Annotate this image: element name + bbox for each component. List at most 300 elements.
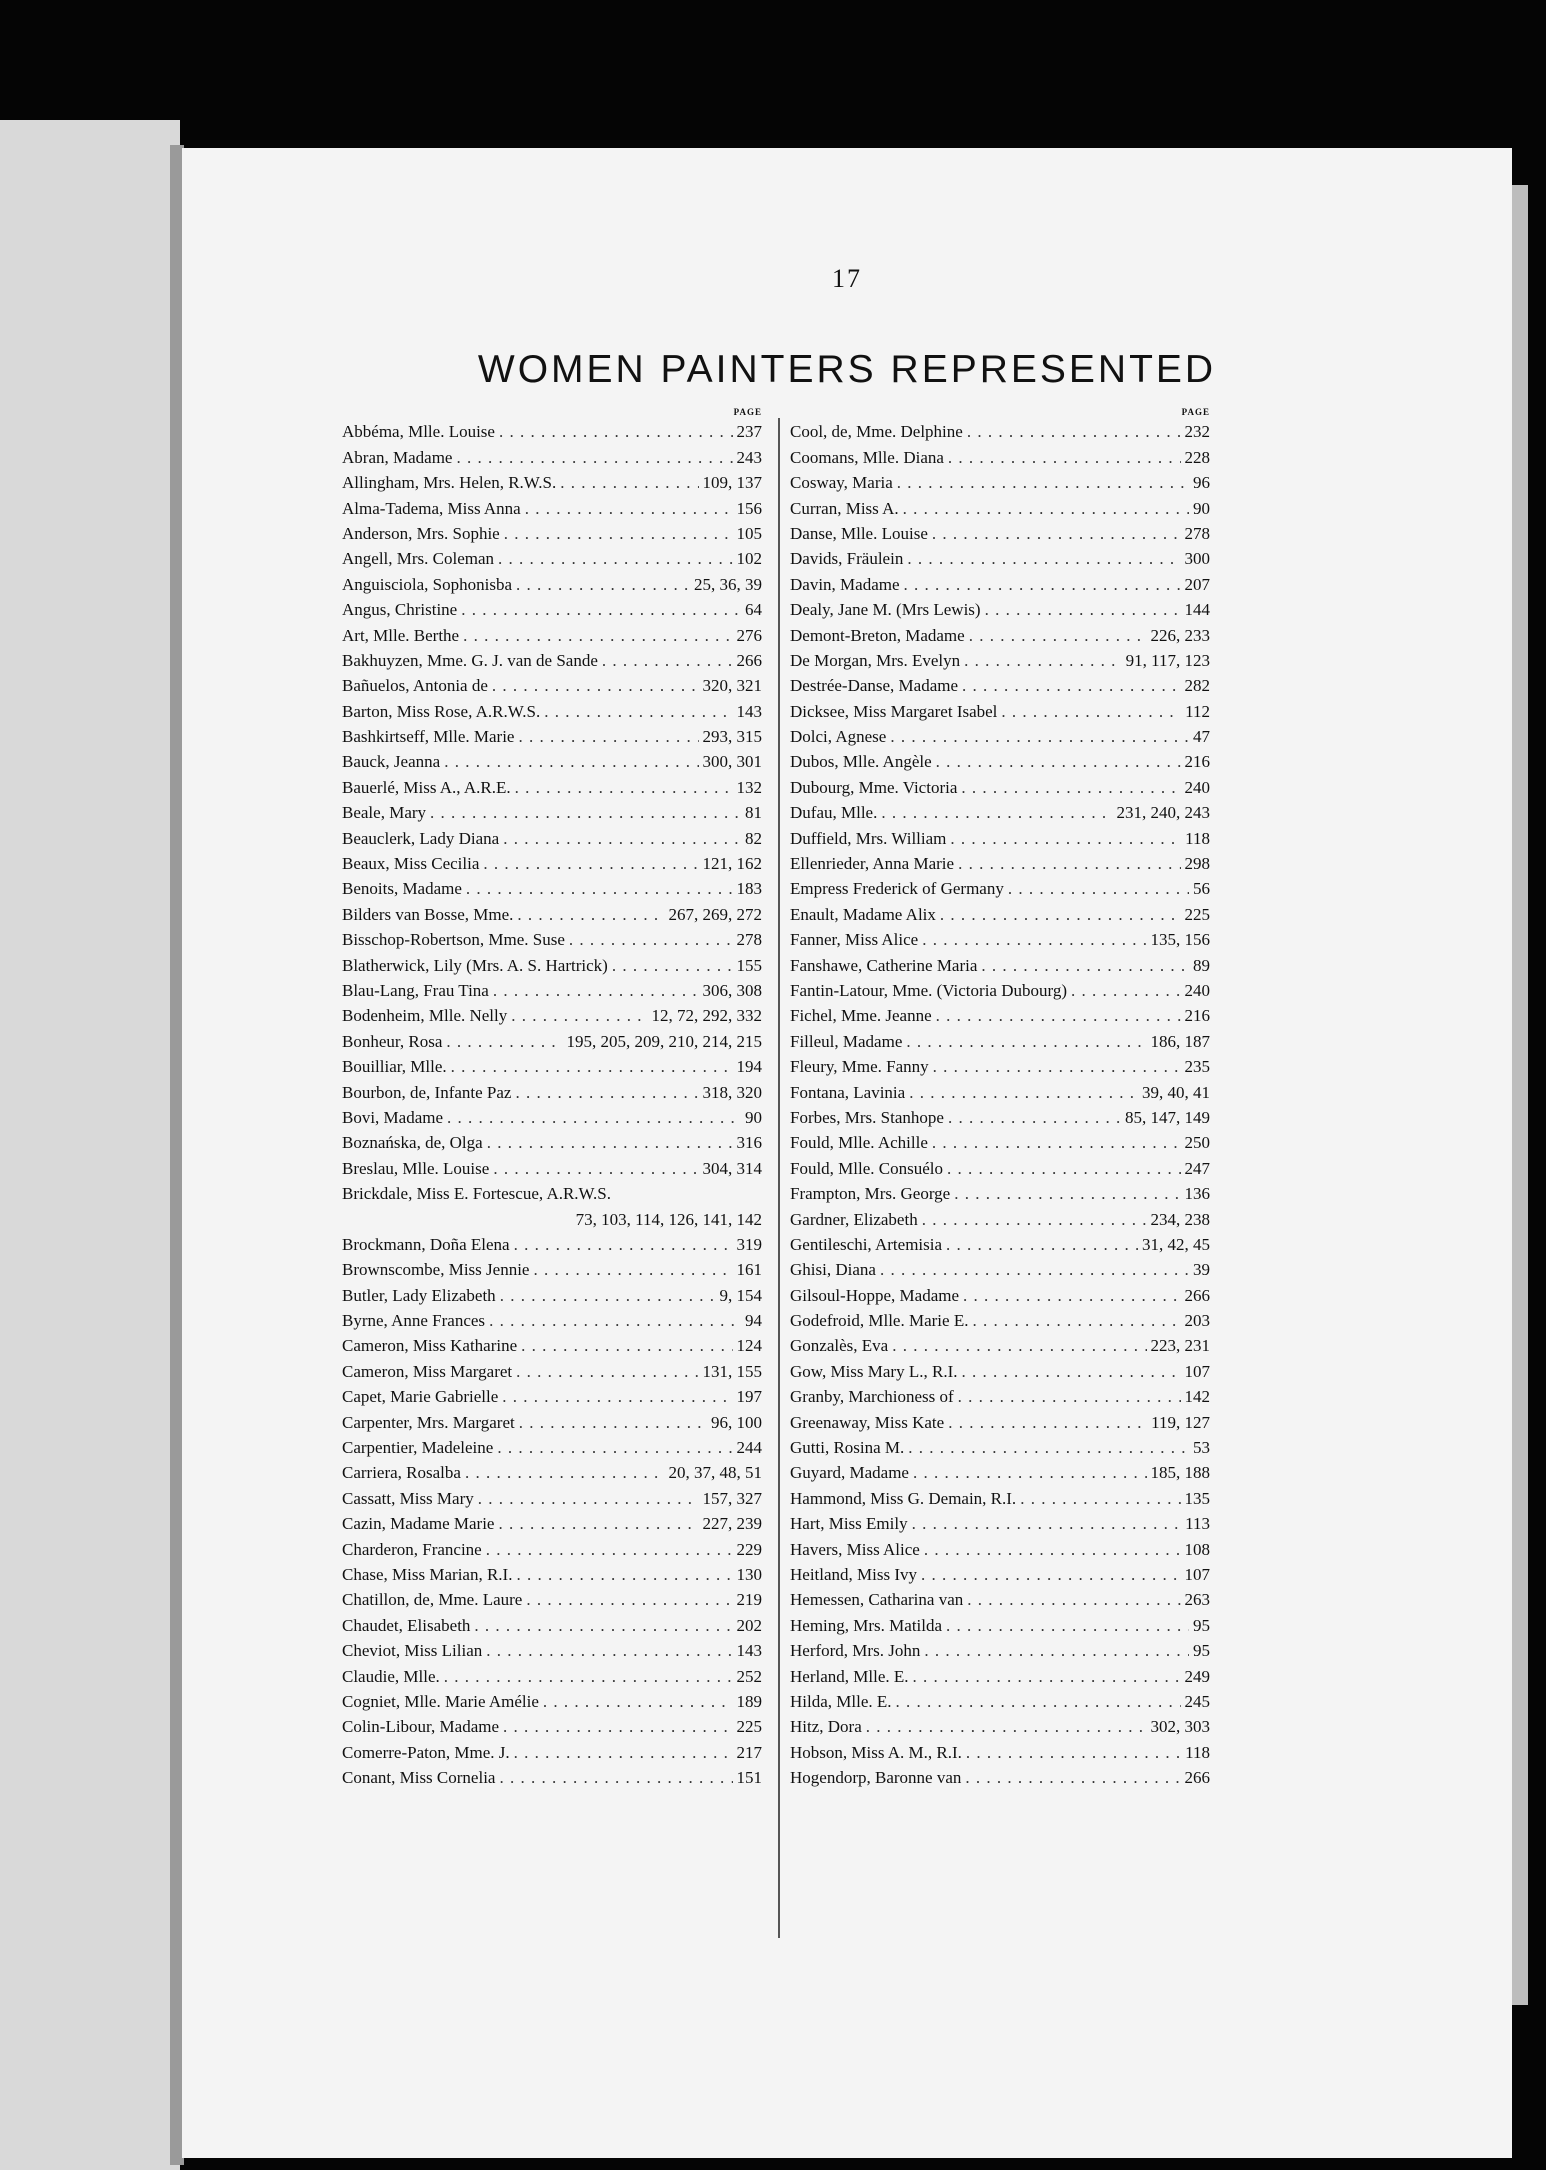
index-entry	[342, 1764, 762, 1789]
painter-name: Hitz, Dora	[790, 1717, 862, 1737]
page-references: 278	[736, 930, 762, 950]
page-references: 244	[736, 1438, 762, 1458]
painter-name: Hammond, Miss G. Demain, R.I.	[790, 1488, 1017, 1508]
index-column-left	[342, 406, 762, 1789]
index-entry	[790, 824, 1210, 849]
page-references: 252	[736, 1666, 762, 1686]
index-entry	[790, 1688, 1210, 1713]
page-references: 232	[1184, 422, 1210, 442]
page-references: 91, 117, 123	[1125, 650, 1210, 670]
leader-dots	[922, 929, 1146, 951]
leader-dots	[499, 421, 733, 443]
painter-name: Gow, Miss Mary L., R.I.	[790, 1361, 958, 1381]
page-references: 223, 231	[1150, 1336, 1210, 1356]
leader-dots	[924, 1539, 1181, 1561]
painter-name: Barton, Miss Rose, A.R.W.S.	[342, 701, 541, 721]
index-entry	[342, 469, 762, 494]
leader-dots	[940, 904, 1181, 926]
painter-name: Conant, Miss Cornelia	[342, 1768, 496, 1788]
index-entry	[790, 1434, 1210, 1459]
page-references: 89	[1193, 955, 1210, 975]
leader-dots	[954, 1183, 1180, 1205]
page-references: 119, 127	[1151, 1412, 1210, 1432]
painter-name: Cameron, Miss Katharine	[342, 1336, 518, 1356]
page-references: 300	[1184, 549, 1210, 569]
painter-name: Forbes, Mrs. Stanhope	[790, 1107, 944, 1127]
painter-name: Angus, Christine	[342, 600, 458, 620]
painter-name: Heitland, Miss Ivy	[790, 1564, 918, 1584]
leader-dots	[486, 1640, 732, 1662]
painter-name: Cameron, Miss Margaret	[342, 1361, 513, 1381]
index-entry	[790, 1535, 1210, 1560]
index-entry	[342, 1611, 762, 1636]
painter-name: Fould, Mlle. Consuélo	[790, 1158, 944, 1178]
index-entry	[342, 1459, 762, 1484]
leader-dots	[909, 1082, 1138, 1104]
index-entry	[790, 1611, 1210, 1636]
page-references: 267, 269, 272	[668, 904, 762, 924]
leader-dots	[446, 1031, 562, 1053]
index-entry	[790, 1180, 1210, 1205]
index-entry	[790, 418, 1210, 443]
index-entry	[790, 1637, 1210, 1662]
painter-name: Ellenrieder, Anna Marie	[790, 854, 955, 874]
entry-list	[790, 418, 1210, 1789]
page-references: 320, 321	[702, 676, 762, 696]
page-references: 56	[1193, 879, 1210, 899]
leader-dots	[881, 802, 1112, 824]
painter-name: Angell, Mrs. Coleman	[342, 549, 495, 569]
leader-dots	[489, 1310, 741, 1332]
index-entry	[342, 1180, 762, 1205]
painter-name: Fontana, Lavinia	[790, 1082, 906, 1102]
page-references: 302, 303	[1150, 1717, 1210, 1737]
painter-name: Cool, de, Mme. Delphine	[790, 422, 963, 442]
index-entry	[342, 494, 762, 519]
page-references: 227, 239	[702, 1514, 762, 1534]
leader-dots	[525, 498, 733, 520]
book-page	[182, 148, 1512, 2158]
index-entry	[790, 494, 1210, 519]
leader-dots	[500, 1285, 716, 1307]
leader-dots	[465, 1462, 665, 1484]
painter-name: Bilders van Bosse, Mme.	[342, 904, 514, 924]
painter-name: Hart, Miss Emily	[790, 1514, 908, 1534]
leader-dots	[932, 523, 1181, 545]
index-entry	[342, 697, 762, 722]
painter-name: Hilda, Mlle. E.	[790, 1691, 892, 1711]
page-references: 219	[736, 1590, 762, 1610]
page-references: 226, 233	[1150, 625, 1210, 645]
index-entry	[790, 1281, 1210, 1306]
painter-name: Duffield, Mrs. William	[790, 828, 947, 848]
index-entry	[790, 1738, 1210, 1763]
index-entry	[790, 850, 1210, 875]
page-references: 243	[736, 447, 762, 467]
painter-name: Coomans, Mlle. Diana	[790, 447, 944, 467]
leader-dots	[515, 1082, 698, 1104]
index-entry	[790, 621, 1210, 646]
painter-name: Guyard, Madame	[790, 1463, 909, 1483]
painter-name: Art, Mlle. Berthe	[342, 625, 460, 645]
painter-name: Fichel, Mme. Jeanne	[790, 1006, 932, 1026]
page-references: 81	[745, 803, 762, 823]
index-entry	[342, 672, 762, 697]
painter-name: Byrne, Anne Frances	[342, 1311, 486, 1331]
leader-dots	[493, 980, 699, 1002]
page-references: 95	[1193, 1641, 1210, 1661]
index-entry	[342, 773, 762, 798]
painter-name: Beaux, Miss Cecilia	[342, 854, 480, 874]
painter-name: Enault, Madame Alix	[790, 904, 936, 924]
leader-dots	[478, 1488, 699, 1510]
index-entry	[790, 1104, 1210, 1129]
page-references: 293, 315	[702, 727, 762, 747]
index-entry	[790, 1484, 1210, 1509]
index-entry	[790, 1561, 1210, 1586]
index-entry	[342, 1561, 762, 1586]
leader-dots	[515, 777, 733, 799]
leader-dots	[924, 1640, 1189, 1662]
leader-dots	[447, 1107, 741, 1129]
index-entry	[342, 1510, 762, 1535]
leader-dots	[880, 1259, 1189, 1281]
index-entry	[342, 520, 762, 545]
leader-dots	[912, 1513, 1182, 1535]
painter-name: Ghisi, Diana	[790, 1260, 876, 1280]
index-entry	[342, 926, 762, 951]
index-entry	[342, 418, 762, 443]
leader-dots	[518, 726, 698, 748]
leader-dots	[544, 701, 732, 723]
leader-dots	[981, 955, 1189, 977]
leader-dots	[964, 650, 1121, 672]
index-column-right	[790, 406, 1210, 1789]
leader-dots	[967, 1589, 1180, 1611]
leader-dots	[947, 1158, 1180, 1180]
painter-name: Fleury, Mme. Fanny	[790, 1057, 929, 1077]
index-entry	[342, 1104, 762, 1129]
leader-dots	[474, 1615, 732, 1637]
index-entry	[790, 748, 1210, 773]
page-references: 20, 37, 48, 51	[668, 1463, 762, 1483]
page-references: 121, 162	[702, 854, 762, 874]
page-references: 282	[1184, 676, 1210, 696]
leader-dots	[514, 1742, 733, 1764]
page-references: 231, 240, 243	[1116, 803, 1210, 823]
leader-dots	[958, 1386, 1181, 1408]
painter-name: Allingham, Mrs. Helen, R.W.S.	[342, 473, 557, 493]
page-references: 143	[736, 701, 762, 721]
page-references: 185, 188	[1150, 1463, 1210, 1483]
leader-dots	[866, 1716, 1147, 1738]
page-references: 143	[736, 1641, 762, 1661]
page-references: 249	[1184, 1666, 1210, 1686]
leader-dots	[1008, 878, 1189, 900]
leader-dots	[936, 1005, 1181, 1027]
index-entry	[790, 570, 1210, 595]
entry-list	[342, 418, 762, 1789]
index-entry	[790, 647, 1210, 672]
leader-dots	[503, 828, 741, 850]
painter-name: Bovi, Madame	[342, 1107, 444, 1127]
page-references: 245	[1184, 1691, 1210, 1711]
page-references: 266	[1184, 1285, 1210, 1305]
page-references: 194	[736, 1057, 762, 1077]
page-references: 95	[1193, 1615, 1210, 1635]
index-entry	[342, 900, 762, 925]
leader-dots	[913, 1462, 1147, 1484]
page-references: 183	[736, 879, 762, 899]
column-header: PAGE	[733, 407, 762, 417]
page-references: 156	[736, 498, 762, 518]
page-references: 39	[1193, 1260, 1210, 1280]
page-references: 39, 40, 41	[1142, 1082, 1210, 1102]
leader-dots	[965, 1767, 1180, 1789]
page-references: 234, 238	[1150, 1209, 1210, 1229]
leader-dots	[903, 498, 1189, 520]
page-references: 318, 320	[702, 1082, 762, 1102]
page-references: 90	[1193, 498, 1210, 518]
painter-name: Empress Frederick of Germany	[790, 879, 1004, 899]
page-references: 157, 327	[702, 1488, 762, 1508]
painter-name: Carpenter, Mrs. Margaret	[342, 1412, 515, 1432]
index-entry	[790, 1586, 1210, 1611]
painter-name: Fould, Mlle. Achille	[790, 1133, 928, 1153]
painter-name: Herland, Mlle. E.	[790, 1666, 909, 1686]
painter-name: Dicksee, Miss Margaret Isabel	[790, 701, 998, 721]
leader-dots	[466, 878, 733, 900]
leader-dots	[516, 1361, 698, 1383]
leader-dots	[486, 1539, 733, 1561]
page-references: 228	[1184, 447, 1210, 467]
index-entry	[342, 621, 762, 646]
painter-name: Dubos, Mlle. Angèle	[790, 752, 932, 772]
column-divider	[778, 418, 780, 1938]
index-entry	[342, 1027, 762, 1052]
page-references: 144	[1184, 600, 1210, 620]
page-references: 107	[1184, 1361, 1210, 1381]
painter-name: Dolci, Agnese	[790, 727, 887, 747]
painter-name: Bouilliar, Mlle.	[342, 1057, 447, 1077]
leader-dots	[602, 650, 733, 672]
index-entry	[790, 672, 1210, 697]
painter-name: Blatherwick, Lily (Mrs. A. S. Hartrick)	[342, 955, 608, 975]
painter-name: Danse, Mlle. Louise	[790, 523, 928, 543]
painter-name: Bauck, Jeanna	[342, 752, 441, 772]
page-references: 118	[1185, 828, 1210, 848]
leader-dots	[936, 751, 1181, 773]
leader-dots	[444, 1666, 733, 1688]
painter-name: Gonzalès, Eva	[790, 1336, 889, 1356]
painter-name: Destrée-Danse, Madame	[790, 676, 959, 696]
painter-name: Gentileschi, Artemisia	[790, 1234, 943, 1254]
page-references: 319	[736, 1234, 762, 1254]
page-references: 64	[745, 600, 762, 620]
leader-dots	[921, 1564, 1180, 1586]
index-entry	[342, 1357, 762, 1382]
index-entry	[342, 1281, 762, 1306]
index-entry	[790, 469, 1210, 494]
page-references: 105	[736, 523, 762, 543]
index-entry	[790, 1256, 1210, 1281]
painter-name: Dubourg, Mme. Victoria	[790, 777, 958, 797]
page-references: 207	[1184, 574, 1210, 594]
page-references: 263	[1184, 1590, 1210, 1610]
leader-dots	[612, 955, 733, 977]
index-entry	[790, 443, 1210, 468]
page-references: 132	[736, 777, 762, 797]
painter-name: Colin-Libour, Madame	[342, 1717, 500, 1737]
leader-dots	[913, 1666, 1181, 1688]
index-entry	[342, 748, 762, 773]
page-references: 189	[736, 1691, 762, 1711]
painter-name: Dealy, Jane M. (Mrs Lewis)	[790, 600, 981, 620]
index-entry	[790, 773, 1210, 798]
painter-name: Hogendorp, Baronne van	[790, 1768, 962, 1788]
painter-name: Abbéma, Mlle. Louise	[342, 422, 495, 442]
painter-name: Heming, Mrs. Matilda	[790, 1615, 943, 1635]
leader-dots	[892, 1335, 1146, 1357]
leader-dots	[451, 1056, 733, 1078]
page-references: 53	[1193, 1438, 1210, 1458]
page-references: 304, 314	[702, 1158, 762, 1178]
index-entry	[342, 1053, 762, 1078]
facing-page-edge	[0, 120, 180, 2170]
index-entry	[342, 1002, 762, 1027]
index-entry	[790, 1154, 1210, 1179]
leader-dots	[516, 574, 690, 596]
page-references: 12, 72, 292, 332	[651, 1006, 762, 1026]
page-references: 135	[1184, 1488, 1210, 1508]
painter-name: Davin, Madame	[790, 574, 900, 594]
index-entry	[790, 1713, 1210, 1738]
index-entry	[790, 951, 1210, 976]
painter-name: De Morgan, Mrs. Evelyn	[790, 650, 961, 670]
painter-name: Cazin, Madame Marie	[342, 1514, 495, 1534]
page-references: 96	[1193, 473, 1210, 493]
painter-name: Hemessen, Catharina van	[790, 1590, 964, 1610]
page-references: 240	[1184, 777, 1210, 797]
page-references: 306, 308	[702, 980, 762, 1000]
index-entry	[790, 697, 1210, 722]
painter-name: Chaudet, Elisabeth	[342, 1615, 471, 1635]
index-entry	[342, 570, 762, 595]
page-references: 250	[1184, 1133, 1210, 1153]
painter-name: Bashkirtseff, Mlle. Marie	[342, 727, 515, 747]
painter-name: Havers, Miss Alice	[790, 1539, 920, 1559]
painter-name: Chase, Miss Marian, R.I.	[342, 1564, 513, 1584]
painter-name: Boznańska, de, Olga	[342, 1133, 483, 1153]
painter-name: Blau-Lang, Frau Tina	[342, 980, 489, 1000]
leader-dots	[897, 472, 1189, 494]
index-entry	[342, 1231, 762, 1256]
painter-name: Fantin-Latour, Mme. (Victoria Dubourg)	[790, 980, 1068, 1000]
page-references: 225	[1184, 904, 1210, 924]
painter-name: Beale, Mary	[342, 803, 427, 823]
page-references: 85, 147, 149	[1125, 1107, 1210, 1127]
page-references: 9, 154	[719, 1285, 762, 1305]
leader-dots	[492, 675, 699, 697]
index-entry	[790, 1129, 1210, 1154]
page-references: 217	[736, 1742, 762, 1762]
painter-name: Davids, Fräulein	[790, 549, 904, 569]
leader-dots	[456, 447, 732, 469]
leader-dots	[516, 1564, 732, 1586]
painter-name: Hobson, Miss A. M., R.I.	[790, 1742, 962, 1762]
index-entry	[342, 1408, 762, 1433]
leader-dots	[972, 1310, 1180, 1332]
leader-dots	[908, 1437, 1189, 1459]
page-references: 118	[1185, 1742, 1210, 1762]
leader-dots	[948, 447, 1181, 469]
leader-dots	[932, 1132, 1181, 1154]
page-references: 266	[736, 650, 762, 670]
leader-dots	[948, 1107, 1121, 1129]
painter-name: Breslau, Mlle. Louise	[342, 1158, 490, 1178]
leader-dots	[963, 1285, 1180, 1307]
leader-dots	[511, 1005, 647, 1027]
leader-dots	[907, 548, 1180, 570]
index-entry	[790, 596, 1210, 621]
index-entry	[790, 1662, 1210, 1687]
leader-dots	[962, 675, 1180, 697]
painter-name: Anderson, Mrs. Sophie	[342, 523, 500, 543]
page-number: 17	[832, 264, 862, 293]
page-references: 25, 36, 39	[694, 574, 762, 594]
leader-dots	[958, 853, 1180, 875]
leader-dots	[503, 1716, 732, 1738]
leader-dots	[521, 1335, 732, 1357]
index-entry	[790, 723, 1210, 748]
page-references: 161	[736, 1260, 762, 1280]
index-entry	[342, 1688, 762, 1713]
index-entry	[342, 850, 762, 875]
painter-name: Bourbon, de, Infante Paz	[342, 1082, 512, 1102]
page-references: 240	[1184, 980, 1210, 1000]
leader-dots	[950, 828, 1181, 850]
leader-dots	[483, 853, 698, 875]
page-references: 130	[736, 1564, 762, 1584]
leader-dots	[430, 802, 741, 824]
index-entry	[342, 1434, 762, 1459]
leader-dots	[504, 523, 733, 545]
page-references: 73, 103, 114, 126, 141, 142	[575, 1209, 762, 1229]
leader-dots	[890, 726, 1189, 748]
painter-name: Anguisciola, Sophonisba	[342, 574, 512, 594]
page-references: 102	[736, 549, 762, 569]
page-references: 186, 187	[1150, 1031, 1210, 1051]
index-entry	[342, 443, 762, 468]
page-references: 202	[736, 1615, 762, 1635]
painter-name: Demont-Breton, Madame	[790, 625, 965, 645]
painter-name: Filleul, Madame	[790, 1031, 903, 1051]
painter-name: Greenaway, Miss Kate	[790, 1412, 945, 1432]
leader-dots	[498, 548, 732, 570]
painter-name: Curran, Miss A.	[790, 498, 899, 518]
page-references: 266	[1184, 1768, 1210, 1788]
page-references: 135, 156	[1150, 930, 1210, 950]
index-entry	[790, 799, 1210, 824]
index-entry	[342, 824, 762, 849]
painter-name: Bisschop-Robertson, Mme. Suse	[342, 930, 565, 950]
page-references: 237	[736, 422, 762, 442]
page-references: 316	[736, 1133, 762, 1153]
leader-dots	[1020, 1488, 1180, 1510]
painter-name: Carriera, Rosalba	[342, 1463, 461, 1483]
painter-name: Beauclerk, Lady Diana	[342, 828, 500, 848]
page-references: 155	[736, 955, 762, 975]
